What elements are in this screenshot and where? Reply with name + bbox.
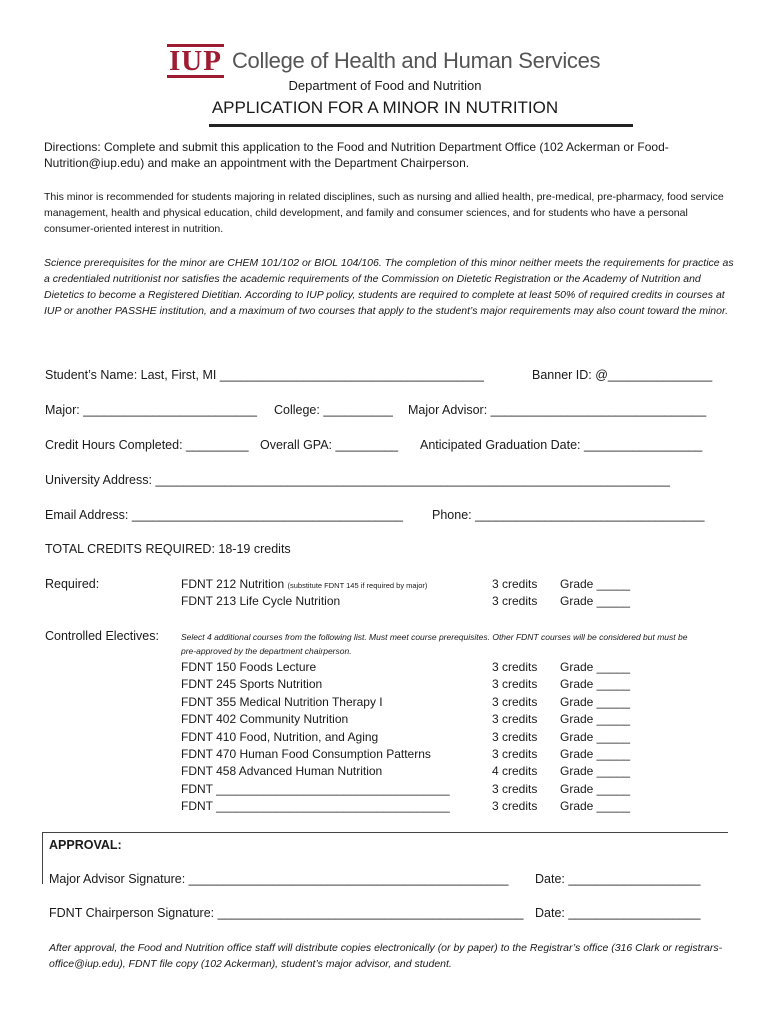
- advisor-signature-field[interactable]: Major Advisor Signature: ______________________________________________: [49, 872, 509, 886]
- course-name: FDNT 245 Sports Nutrition: [181, 677, 323, 692]
- iup-logo: IUP: [169, 45, 222, 77]
- course-credits: 3 credits: [492, 729, 538, 744]
- major-advisor-field[interactable]: Major Advisor: _______________________________: [408, 403, 707, 417]
- course-name: FDNT 410 Food, Nutrition, and Aging: [181, 729, 379, 744]
- directions-text: Directions: Complete and submit this application to the Food and Nutrition Department Office (102 Ackerman or Food-Nutrition@iup.edu) and make an appointment with the Department Chairperson.: [44, 140, 669, 170]
- course-credits: 3 credits: [492, 694, 538, 709]
- course-credits: 3 credits: [492, 799, 538, 814]
- required-course-1: [181, 577, 427, 591]
- grade-field[interactable]: Grade _____: [560, 781, 631, 796]
- grade-field[interactable]: Grade _____: [560, 747, 631, 761]
- department-name: Department of Food and Nutrition: [288, 78, 482, 93]
- major-field[interactable]: Major: _________________________: [45, 403, 257, 417]
- email-field[interactable]: Email Address: _______________________________________: [45, 508, 403, 522]
- credit-hours-field[interactable]: Credit Hours Completed: _________: [45, 438, 249, 452]
- course-name: FDNT 402 Community Nutrition: [181, 712, 349, 727]
- prerequisites-text: Science prerequisites for the minor are CHEM 101/102 or BIOL 104/106. The completion of this minor neither meets the requirements for practice as a credentialed nutritionist nor satisfies the academic requirements of the Commission on Dietetic Registration or the Academy of Nutrition and Dietetics to become a Registered Dietitian. According to IUP policy, students are required to complete at least 50% of required credits in courses at IUP or another PASSHE institution, and a maximum of two courses that apply to the student’s major requirements may also count toward the minor.: [44, 257, 734, 317]
- title-underline: [209, 124, 633, 127]
- phone-field[interactable]: Phone: _________________________________: [432, 508, 705, 522]
- required-label: Required:: [45, 577, 100, 591]
- college-field[interactable]: College: __________: [274, 403, 393, 417]
- footer-note: After approval, the Food and Nutrition office staff will distribute copies electronically (or by paper) to the Registrar’s office (316 Clark or registrars-office@iup.edu), FDNT file copy (102 Ackerman), student’s major advisor, and student.: [49, 942, 723, 970]
- grade-field[interactable]: Grade _____: [560, 660, 631, 674]
- grade-field[interactable]: Grade _____: [560, 729, 631, 744]
- approval-border: [42, 832, 43, 884]
- course-name: FDNT ___________________________________: [181, 799, 450, 814]
- course-credits: 4 credits: [492, 764, 538, 779]
- course-credits: 3 credits: [492, 677, 538, 692]
- course-name: FDNT 355 Medical Nutrition Therapy I: [181, 694, 383, 709]
- elective-course-name: FDNT 150 Foods Lecture: [181, 660, 317, 674]
- course-credits: 3 credits: [492, 660, 538, 674]
- university-address-field[interactable]: University Address: __________________________________________________________________________: [45, 473, 670, 487]
- grade-field[interactable]: Grade _____: [560, 577, 631, 591]
- college-name: College of Health and Human Services: [231, 48, 601, 73]
- approval-divider: [42, 832, 728, 833]
- approval-heading: APPROVAL:: [49, 838, 122, 852]
- total-credits: TOTAL CREDITS REQUIRED: 18-19 credits: [45, 542, 291, 556]
- substitution-note: (substitute FDNT 145 if required by major): [287, 581, 428, 590]
- course-credits: 3 credits: [492, 712, 538, 727]
- course-name: FDNT 212 Nutrition: [181, 577, 285, 591]
- advisor-date-field[interactable]: Date: ___________________: [535, 872, 701, 886]
- header-logo: [167, 46, 600, 76]
- course-credits: 3 credits: [492, 781, 538, 796]
- course-credits: 3 credits: [492, 594, 538, 608]
- electives-label: Controlled Electives:: [45, 629, 159, 643]
- graduation-date-field[interactable]: Anticipated Graduation Date: _________________: [420, 438, 703, 452]
- recommendation-text: This minor is recommended for students majoring in related disciplines, such as nursing and allied health, pre-medical, pre-pharmacy, food service management, health and physical education, child development, and family and consumer sciences, and for students who have a personal consumer-oriented interest in nutrition.: [44, 191, 724, 235]
- page-title: APPLICATION FOR A MINOR IN NUTRITION: [211, 98, 559, 117]
- grade-field[interactable]: Grade _____: [560, 712, 631, 727]
- course-name: FDNT 458 Advanced Human Nutrition: [181, 764, 383, 779]
- grade-field[interactable]: Grade _____: [560, 764, 631, 779]
- grade-field[interactable]: Grade _____: [560, 799, 631, 814]
- grade-field[interactable]: Grade _____: [560, 694, 631, 709]
- course-credits: 3 credits: [492, 577, 538, 591]
- chair-signature-field[interactable]: FDNT Chairperson Signature: ____________________________________________: [49, 906, 524, 920]
- student-name-field[interactable]: Student’s Name: Last, First, MI ______________________________________: [45, 368, 485, 382]
- banner-id-field[interactable]: Banner ID: @_______________: [532, 368, 713, 382]
- course-name: FDNT 470 Human Food Consumption Patterns: [181, 747, 431, 761]
- gpa-field[interactable]: Overall GPA: _________: [260, 438, 399, 452]
- chair-date-field[interactable]: Date: ___________________: [535, 906, 701, 920]
- electives-note: Select 4 additional courses from the following list. Must meet course prerequisites. Other FDNT courses will be considered but must be pre-approved by the department chairperson.: [181, 632, 688, 656]
- grade-field[interactable]: Grade _____: [560, 677, 631, 692]
- required-course-2: FDNT 213 Life Cycle Nutrition: [181, 594, 341, 608]
- course-credits: 3 credits: [492, 747, 538, 761]
- grade-field[interactable]: Grade _____: [560, 594, 631, 608]
- course-name: FDNT ___________________________________: [181, 781, 450, 796]
